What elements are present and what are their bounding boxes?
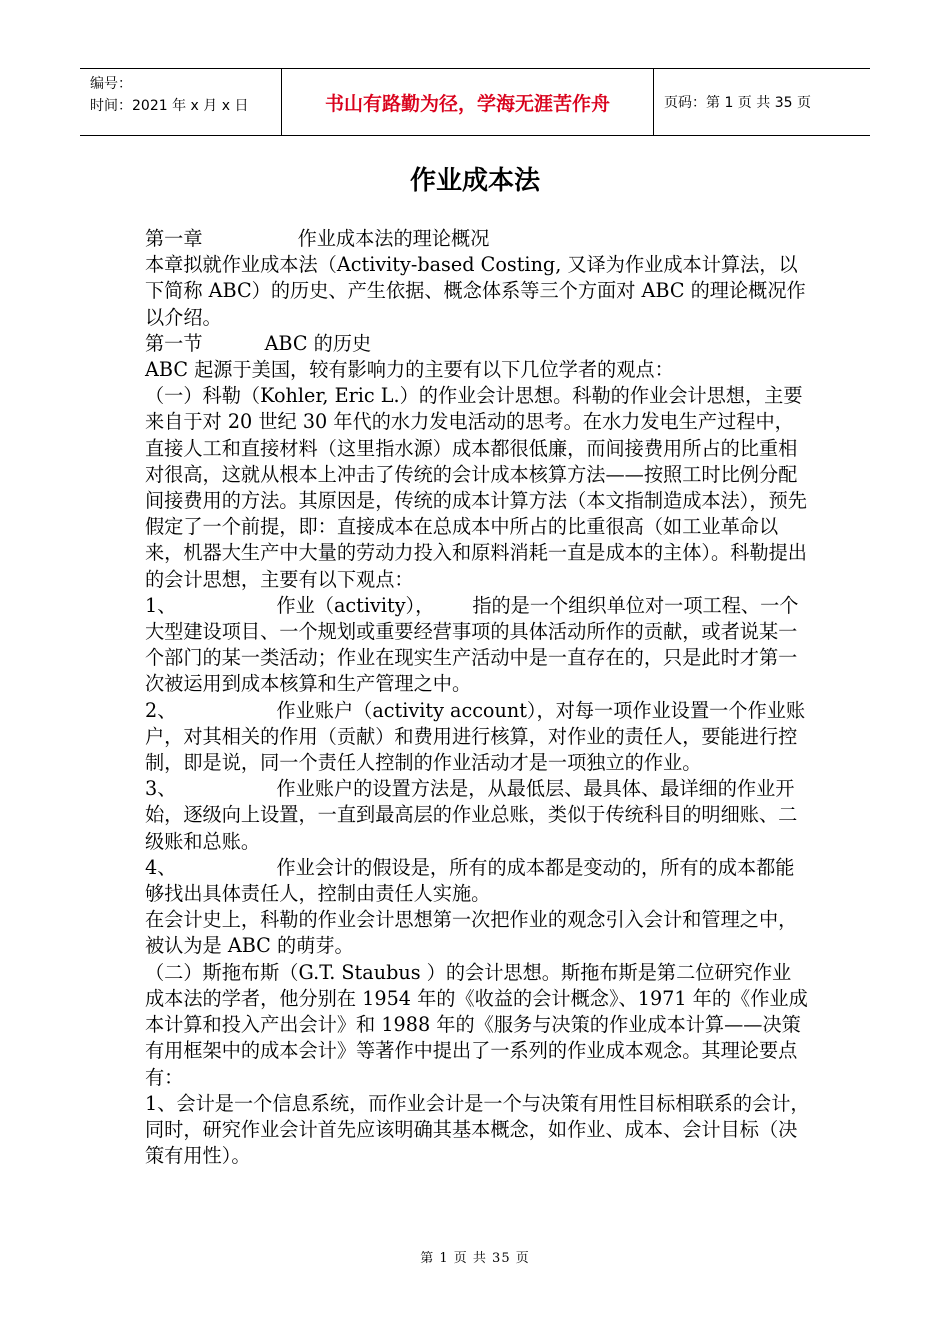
staubus-point-1: 1、会计是一个信息系统，而作业会计是一个与决策有用性目标相联系的会计，同时，研究作业会计首先应该明确其基本概念，如作业、成本、会计目标（决策有用性）。 — [145, 1091, 810, 1168]
list-item-3: 3、 作业账户的设置方法是，从最低层、最具体、最详细的作业开始，逐级向上设置，一直到最高层的作业总账，类似于传统科目的明细账、二级账和总账。 — [145, 777, 798, 853]
chapter-title: 作业成本法的理论概况 — [297, 227, 490, 250]
history-paragraph: 在会计史上，科勒的作业会计思想第一次把作业的观念引入会计和管理之中，被认为是 ABC 的萌芽。 — [145, 908, 798, 958]
intro-paragraph: 本章拟就作业成本法（Activity-based Costing, 又译为作业成本计算法，以下简称 ABC）的历史、产生依据、概念体系等三个方面对 ABC 的理论概况作以介绍。 — [145, 253, 806, 329]
page-info: 页码：第 1 页 共 35 页 — [664, 95, 811, 111]
staubus-paragraph: （二）斯拖布斯（G.T. Staubus ）的会计思想。斯拖布斯是第二位研究作业成本法的学者，他分别在 1954 年的《收益的会计概念》、1971 年的《作业成本计算和投入产出会计》和 1988 年的《服务与决策的作业成本计算——决策有用框架中的成本会计》等著作中提出了一系列的作业成本观念。其理论要点有： — [145, 960, 808, 1089]
header-motto: 书山有路勤为径，学海无涯苦作舟 — [324, 92, 610, 115]
section-label: 第一节 — [145, 331, 203, 355]
list-item-1: 1、 作业（activity）， 指的是一个组织单位对一项工程、一个大型建设项目、一个规划或重要经营事项的具体活动所作的贡献，或者说某一个部门的某一类活动；作业在现实生产活动中是一直存在的，只是此时才第一次被运用到成本核算和生产管理之中。 — [145, 593, 799, 696]
header-page-info — [654, 69, 870, 135]
chapter-heading — [145, 226, 810, 252]
origin-paragraph: ABC 起源于美国，较有影响力的主要有以下几位学者的观点： — [145, 358, 674, 382]
page-header — [80, 68, 870, 136]
page-footer: 第 1 页 共 35 页 — [420, 1251, 530, 1266]
time-label: 时间：2021 年 x 月 x 日 — [90, 98, 249, 114]
list-item-2: 2、 作业账户（activity account），对每一项作业设置一个作业账户，对其相关的作用（贡献）和费用进行核算，对作业的责任人，要能进行控制，即是说，同一个责任人控制的作业活动才是一项独立的作业。 — [145, 698, 806, 775]
header-motto-cell — [282, 69, 654, 135]
header-meta — [80, 69, 282, 135]
chapter-label: 第一章 — [145, 227, 203, 250]
kohler-paragraph: （一）科勒（Kohler, Eric L.）的作业会计思想。科勒的作业会计思想，主要来自于对 20 世纪 30 年代的水力发电活动的思考。在水力发电生产过程中，直接人工和直接材料（这里指水源）成本都很低廉，而间接费用所占的比重相对很高，这就从根本上冲击了传统的会计成本核算方法——按照工时比例分配间接费用的方法。其原因是，传统的成本计算方法（本文指制造成本法），预先假定了一个前提，即：直接成本在总成本中所占的比重很高（如工业革命以来，机器大生产中大量的劳动力投入和原料消耗一直是成本的主体）。科勒提出的会计思想，主要有以下观点： — [145, 384, 807, 591]
number-label: 编号： — [90, 76, 132, 92]
document-title: 作业成本法 — [409, 166, 540, 196]
section-heading — [145, 331, 810, 357]
list-item-4: 4、 作业会计的假设是，所有的成本都是变动的，所有的成本都能够找出具体责任人，控制由责任人实施。 — [145, 855, 795, 906]
section-title: ABC 的历史 — [264, 331, 372, 355]
document-body — [145, 226, 810, 1169]
